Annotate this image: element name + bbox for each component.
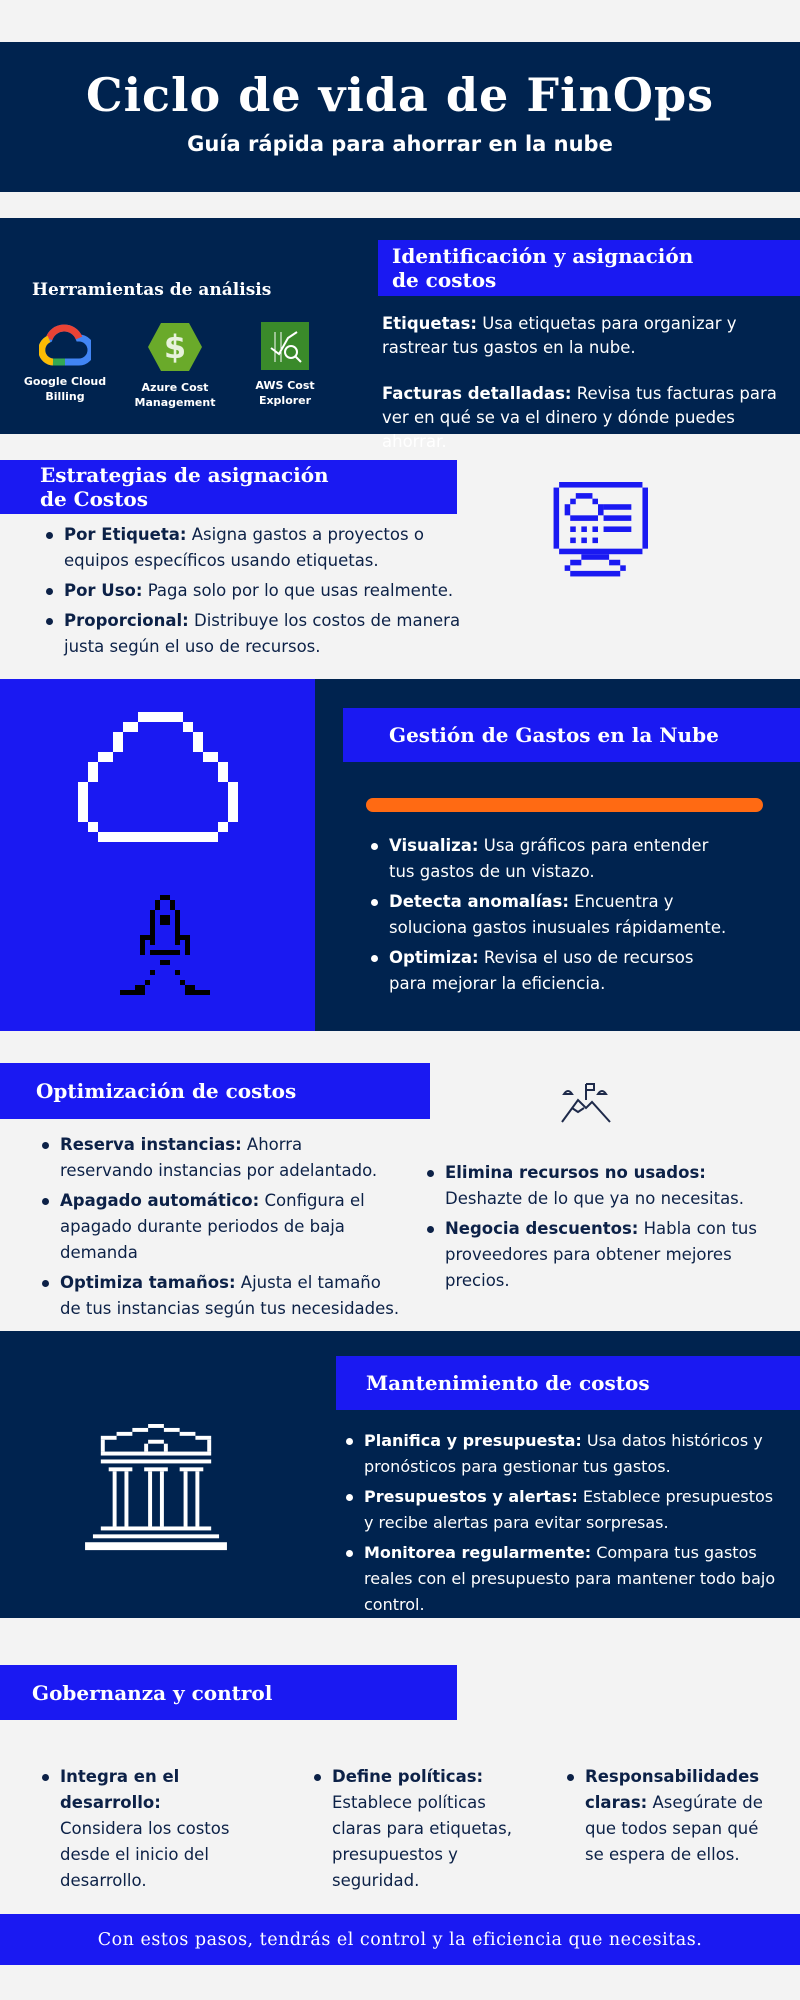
- item-term: Monitorea regularmente:: [364, 1543, 592, 1562]
- list-item: [44, 522, 474, 574]
- identification-title-bar: [378, 240, 800, 296]
- tools-title: Herramientas de análisis: [32, 280, 272, 300]
- tool-azure-cost-management: [125, 322, 225, 410]
- item-text: Asegúrate de que todos sepan qué se espera de ellos.: [585, 1793, 763, 1864]
- item-term: Facturas detalladas:: [382, 384, 572, 403]
- footer-banner: [0, 1914, 800, 1965]
- item-text: Establece presupuestos y recibe alertas para evitar sorpresas.: [364, 1487, 774, 1532]
- tool-label: Azure Cost Management: [134, 381, 216, 409]
- svg-text:$: $: [163, 328, 187, 366]
- item-term: Apagado automático:: [60, 1191, 260, 1210]
- item-text: Configura el apagado durante periodos de baja demanda: [60, 1191, 365, 1262]
- governance-list-3: [565, 1764, 770, 1872]
- governance-list-1: [40, 1764, 240, 1898]
- item-term: Proporcional:: [64, 611, 189, 630]
- item-term: Integra en el desarrollo:: [60, 1767, 180, 1812]
- governance-list-2: [312, 1764, 512, 1898]
- tool-label: AWS Cost Explorer: [255, 379, 315, 407]
- item-term: Planifica y presupuesta:: [364, 1431, 582, 1450]
- list-item: [40, 1188, 400, 1266]
- governance-title-bar: [0, 1665, 457, 1720]
- strategies-title-bar: [0, 460, 457, 514]
- item-text: Usa gráficos para entender tus gastos de un vistazo.: [389, 836, 709, 881]
- item-text: Revisa tus facturas para ver en qué se va el dinero y dónde puedes ahorrar.: [382, 384, 777, 451]
- item-text: Distribuye los costos de manera justa según el uso de recursos.: [64, 611, 461, 656]
- item-term: Presupuestos y alertas:: [364, 1487, 578, 1506]
- tools-list: [15, 322, 335, 410]
- spending-title: Gestión de Gastos en la Nube: [389, 723, 719, 747]
- header-banner: [0, 42, 800, 192]
- rocket-icon: [115, 895, 215, 1000]
- list-item: [425, 1216, 770, 1294]
- item-term: Etiquetas:: [382, 314, 478, 333]
- list-item: [344, 1428, 784, 1480]
- bank-building-icon: [84, 1424, 228, 1558]
- governance-title: Gobernanza y control: [32, 1680, 273, 1705]
- item-text: Usa etiquetas para organizar y rastrear tus gastos en la nube.: [382, 314, 737, 357]
- tool-aws-cost-explorer: [235, 322, 335, 410]
- list-item: [369, 833, 729, 885]
- item-term: Por Etiqueta:: [64, 525, 187, 544]
- optimization-title: Optimización de costos: [36, 1079, 297, 1103]
- item-text: Ahorra reservando instancias por adelantado.: [60, 1135, 378, 1180]
- list-item: [565, 1764, 770, 1868]
- list-item: [425, 1160, 770, 1212]
- page-subtitle: Guía rápida para ahorrar en la nube: [187, 132, 613, 156]
- item-term: Responsabilidades claras:: [585, 1767, 760, 1812]
- list-item: [312, 1764, 512, 1894]
- item-text: Encuentra y soluciona gastos inusuales rápidamente.: [389, 892, 727, 937]
- strategies-title: Estrategias de asignación de Costos: [40, 463, 329, 511]
- identification-item: [382, 312, 782, 360]
- list-item: [40, 1764, 240, 1894]
- item-term: Elimina recursos no usados:: [445, 1163, 706, 1182]
- item-term: Negocia descuentos:: [445, 1219, 639, 1238]
- tool-label: Google Cloud Billing: [23, 375, 107, 403]
- item-term: Reserva instancias:: [60, 1135, 242, 1154]
- identification-list: [382, 312, 782, 454]
- item-term: Detecta anomalías:: [389, 892, 569, 911]
- list-item: [369, 945, 729, 997]
- footer-text: Con estos pasos, tendrás el control y la eficiencia que necesitas.: [97, 1929, 703, 1950]
- item-text: Establece políticas claras para etiquetas, presupuestos y seguridad.: [332, 1793, 512, 1890]
- item-text: Paga solo por lo que usas realmente.: [142, 581, 454, 600]
- item-text: Compara tus gastos reales con el presupuesto para mantener todo bajo control.: [364, 1543, 776, 1614]
- item-text: Ajusta el tamaño de tus instancias según tus necesidades.: [60, 1273, 400, 1318]
- identification-item: [382, 382, 782, 454]
- list-item: [44, 608, 474, 660]
- item-term: Optimiza tamaños:: [60, 1273, 236, 1292]
- strategies-list: [44, 522, 474, 664]
- item-text: Habla con tus proveedores para obtener mejores precios.: [445, 1219, 757, 1290]
- tool-google-cloud-billing: [15, 322, 115, 410]
- maintenance-title: Mantenimiento de costos: [366, 1371, 650, 1395]
- list-item: [40, 1132, 400, 1184]
- spending-title-bar: [343, 708, 800, 762]
- item-text: Usa datos históricos y pronósticos para gestionar tus gastos.: [364, 1431, 763, 1476]
- item-term: Optimiza:: [389, 948, 479, 967]
- aws-chart-icon: [261, 322, 309, 370]
- google-cloud-icon: [39, 322, 91, 366]
- identification-title: Identificación y asignación de costos: [392, 244, 694, 292]
- item-term: Visualiza:: [389, 836, 479, 855]
- item-text: Considera los costos desde el inicio del desarrollo.: [60, 1819, 230, 1890]
- item-text: Revisa el uso de recursos para mejorar la eficiencia.: [389, 948, 694, 993]
- list-item: [344, 1540, 784, 1618]
- item-text: Deshazte de lo que ya no necesitas.: [445, 1189, 745, 1208]
- list-item: [40, 1270, 400, 1322]
- item-text: Asigna gastos a proyectos o equipos específicos usando etiquetas.: [64, 525, 424, 570]
- item-term: Define políticas:: [332, 1767, 484, 1786]
- orange-divider: [366, 798, 763, 812]
- list-item: [344, 1484, 784, 1536]
- item-term: Por Uso:: [64, 581, 143, 600]
- spending-list: [369, 833, 729, 1001]
- list-item: [44, 578, 474, 604]
- mountain-flag-icon: [560, 1080, 612, 1124]
- optimization-list-left: [40, 1132, 400, 1326]
- page-title: Ciclo de vida de FinOps: [85, 68, 715, 122]
- maintenance-list: [344, 1428, 784, 1622]
- maintenance-title-bar: [336, 1356, 800, 1410]
- cloud-icon: [78, 712, 253, 847]
- list-item: [369, 889, 729, 941]
- computer-dashboard-icon: [548, 482, 698, 632]
- azure-dollar-icon: [147, 322, 203, 372]
- optimization-list-right: [425, 1160, 770, 1298]
- optimization-title-bar: [0, 1063, 430, 1119]
